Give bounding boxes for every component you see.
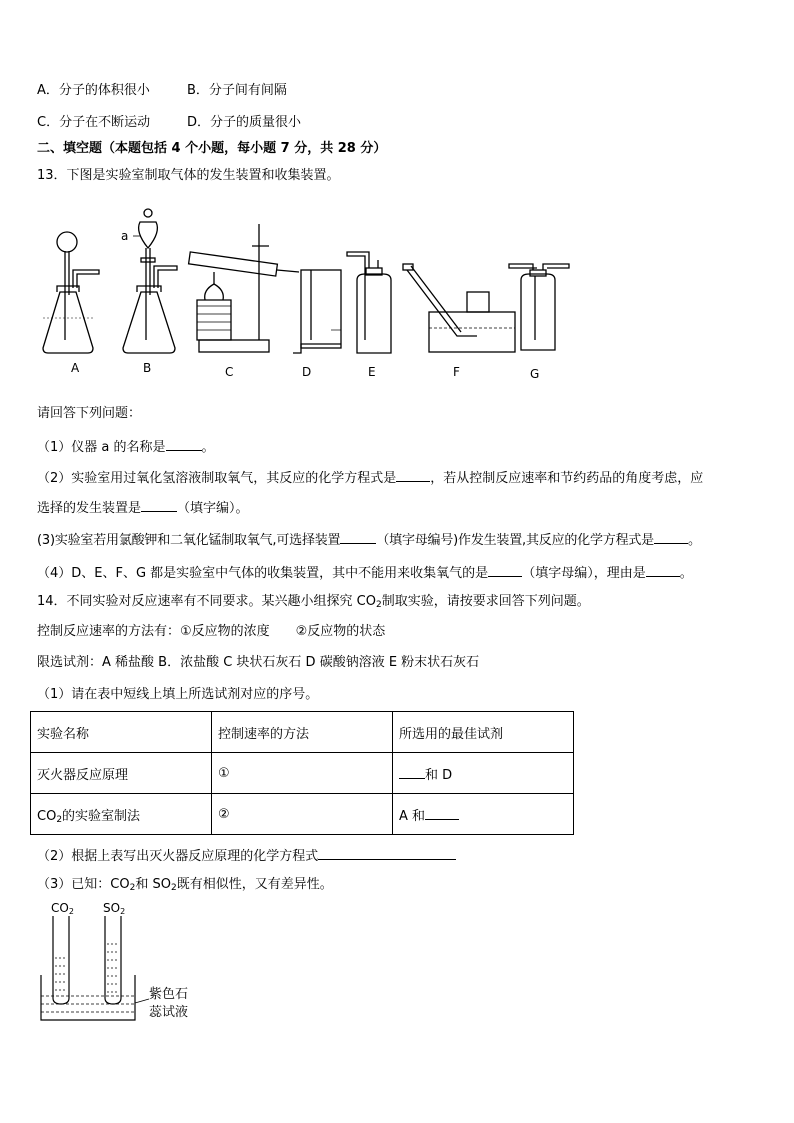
fig-label-g: G (530, 367, 540, 381)
q12-option-row-2 (37, 114, 301, 132)
q14-part2: （2）根据上表写出灭火器反应原理的化学方程式 (37, 846, 456, 866)
table-header: 所选用的最佳试剂 (393, 712, 574, 753)
table-cell: $CO_2$的实验室制法 (31, 794, 212, 835)
answer-blank[interactable] (318, 846, 456, 860)
fig-label-a: A (71, 361, 80, 375)
table-cell: ① (212, 753, 393, 794)
test-tubes-figure (37, 900, 207, 1025)
q13-part1: （1）仪器 a 的名称是 。 (37, 437, 215, 457)
so2-label: SO2 (103, 901, 126, 916)
answer-blank[interactable] (425, 806, 459, 820)
q13-part2-line1: （2）实验室用过氧化氢溶液制取氧气，其反应的化学方程式是 ，若从控制反应速率和节约药品的角度考虑，应 (37, 468, 703, 488)
fig-label-e: E (368, 365, 376, 379)
q13-stem: 13．下图是实验室制取气体的发生装置和收集装置。 (37, 168, 340, 183)
answer-blank[interactable] (340, 530, 376, 544)
q13-prompt: 请回答下列问题： (37, 406, 142, 421)
apparatus-e-bottle (347, 252, 391, 353)
table-row (31, 753, 574, 794)
q14-part1: （1）请在表中短线上填上所选试剂对应的序号。 (37, 687, 319, 702)
q14-part3: （3）已知：$CO_2$和 $SO_2$既有相似性，又有差异性。 (37, 877, 333, 893)
q14-reagents: 限选试剂：A 稀盐酸 B．浓盐酸 C 块状石灰石 D 碳酸钠溶液 E 粉末状石灰石 (37, 655, 480, 670)
fig-label-b: B (143, 361, 152, 375)
table-cell: ② (212, 794, 393, 835)
table-cell: A 和 (393, 794, 574, 835)
section2-heading: 二、填空题（本题包括 4 个小题，每小题 7 分，共 28 分） (37, 141, 387, 156)
litmus-label-line2: 蕊试液 (149, 1005, 189, 1020)
answer-blank[interactable] (141, 498, 177, 512)
table-cell: 灭火器反应原理 (31, 753, 212, 794)
q12-option-c: C．分子在不断运动 (37, 115, 151, 130)
q13-part4: （4）D、E、F、G 都是实验室中气体的收集装置，其中不能用来收集氧气的是 （填字母编），理由是 。 (37, 563, 693, 583)
table-header: 实验名称 (31, 712, 212, 753)
fig-label-d: D (302, 365, 312, 379)
instrument-a-label: a (121, 229, 129, 243)
table-cell: 和 D (393, 753, 574, 794)
answer-blank[interactable] (488, 563, 522, 577)
apparatus-c-heating (189, 224, 299, 352)
answer-blank[interactable] (399, 765, 425, 779)
fig-label-c: C (225, 365, 234, 379)
answer-blank[interactable] (654, 530, 688, 544)
apparatus-figure (37, 200, 587, 385)
q14-stem: 14．不同实验对反应速率有不同要求。某兴趣小组探究 $CO_2$制取实验，请按要求回答下列问题。 (37, 594, 590, 610)
q12-option-d: D．分子的质量很小 (187, 115, 302, 130)
apparatus-a-flask (43, 232, 99, 353)
q12-option-a: A．分子的体积很小 (37, 83, 150, 98)
q14-methods: 控制反应速率的方法有：①反应物的浓度 ②反应物的状态 (37, 624, 386, 639)
table-row (31, 794, 574, 835)
fig-label-f: F (453, 365, 460, 379)
apparatus-g-gas-bottle (509, 264, 569, 350)
q12-option-row-1 (37, 82, 287, 100)
q13-part3: (3)实验室若用氯酸钾和二氧化锰制取氧气,可选择装置 （填字母编号)作发生装置,其反应的化学方程式是 。 (37, 530, 701, 550)
litmus-label-line1: 紫色石 (149, 987, 189, 1002)
table-header: 控制速率的方法 (212, 712, 393, 753)
answer-blank[interactable] (646, 563, 680, 577)
table-header-row (31, 712, 574, 753)
apparatus-d-collector (293, 270, 341, 353)
q12-option-b: B．分子间有间隔 (187, 83, 287, 98)
co2-label: CO2 (51, 901, 74, 916)
apparatus-b-flask (123, 209, 177, 353)
experiment-table (30, 711, 574, 835)
apparatus-f-water-trough (403, 264, 515, 352)
answer-blank[interactable] (166, 437, 202, 451)
answer-blank[interactable] (396, 468, 430, 482)
q13-part2-line2: 选择的发生装置是 （填字编）。 (37, 498, 249, 518)
